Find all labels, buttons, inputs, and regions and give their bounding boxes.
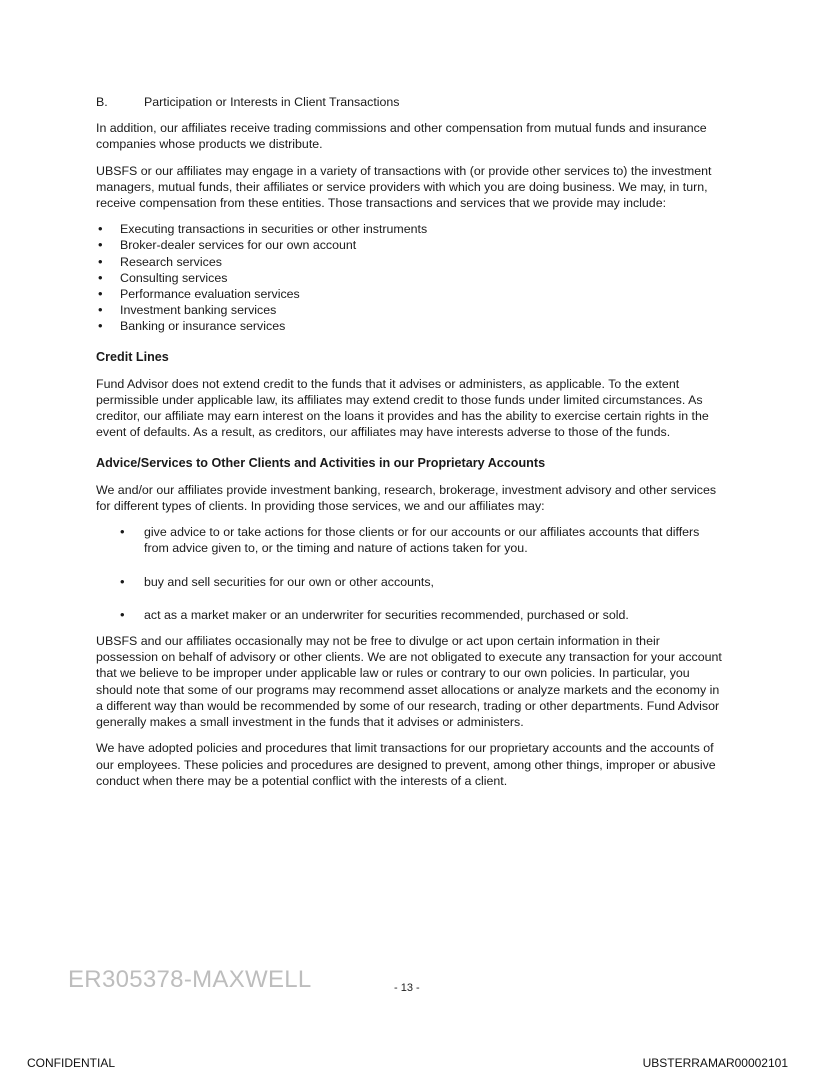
paragraph-transactions: UBSFS or our affiliates may engage in a variety of transactions with (or provide other services to) the investment managers, mutual funds, their affiliates or service providers with which you are doing business. We may, in turn, receive compensation from these entities. Those transactions and services that we provide may include:	[96, 163, 712, 211]
list-item: • Research services	[96, 254, 724, 270]
bates-number: UBSTERRAMAR00002101	[642, 1056, 788, 1070]
section-letter: B.	[96, 95, 108, 109]
list-item: • Investment banking services	[96, 302, 724, 318]
paragraph-affiliates-commissions: In addition, our affiliates receive trading commissions and other compensation from mutual funds and insurance companies whose products we distribute.	[96, 121, 707, 152]
advice-intro-paragraph: We and/or our affiliates provide investment banking, research, brokerage, investment advisory and other services for different types of clients. In providing those services, we and our affiliates may:	[96, 482, 717, 514]
confidential-info-paragraph: UBSFS and our affiliates occasionally may not be free to divulge or act upon certain information in their possession on behalf of advisory or other clients. We are not obligated to execute any transaction for your account that we believe to be improper under applicable law or rules or contrary to our own policies. In particular, you should note that some of our programs may recommend asset allocations or analyze markets and the economy in a different way than would be recommended by some of our research, trading or other departments. Fund Advisor generally makes a small investment in the funds that it advises or administers.	[96, 634, 722, 730]
advice-heading: Advice/Services to Other Clients and Activities in our Proprietary Accounts	[96, 455, 546, 470]
list-item: • Consulting services	[96, 270, 724, 286]
section-heading	[96, 94, 724, 110]
list-item: • Banking or insurance services	[96, 318, 724, 334]
watermark-stamp: ER305378-MAXWELL	[68, 966, 312, 993]
advice-list	[96, 524, 724, 623]
list-item: • buy and sell securities for our own or other accounts,	[96, 574, 724, 590]
list-item: • give advice to or take actions for those clients or for our accounts or our affiliates accounts that differs from advice given to, or the timing and nature of actions taken for you.	[96, 524, 724, 556]
list-item: • Executing transactions in securities or other instruments	[96, 221, 724, 237]
credit-lines-paragraph: Fund Advisor does not extend credit to the funds that it advises or administers, as applicable. To the extent permissible under applicable law, its affiliates may extend credit to those funds under limited circumstances. As creditor, our affiliate may earn interest on the loans it provides and has the ability to exercise certain rights in the event of defaults. As a result, as creditors, our affiliates may have interests adverse to those of the funds.	[96, 376, 709, 440]
section-title: Participation or Interests in Client Transactions	[144, 95, 400, 109]
page-number: - 13 -	[394, 982, 420, 994]
list-item: • Performance evaluation services	[96, 286, 724, 302]
services-list	[96, 221, 724, 334]
document-body	[96, 94, 724, 799]
policies-paragraph: We have adopted policies and procedures that limit transactions for our proprietary accounts and the accounts of our employees. These policies and procedures are designed to prevent, among other things, improper or abusive conduct when there may be a potential conflict with the interests of a client.	[96, 741, 716, 788]
list-item: • Broker-dealer services for our own account	[96, 237, 724, 253]
confidential-label: CONFIDENTIAL	[27, 1056, 116, 1070]
credit-lines-heading: Credit Lines	[96, 349, 169, 364]
list-item: • act as a market maker or an underwriter for securities recommended, purchased or sold.	[96, 607, 724, 623]
